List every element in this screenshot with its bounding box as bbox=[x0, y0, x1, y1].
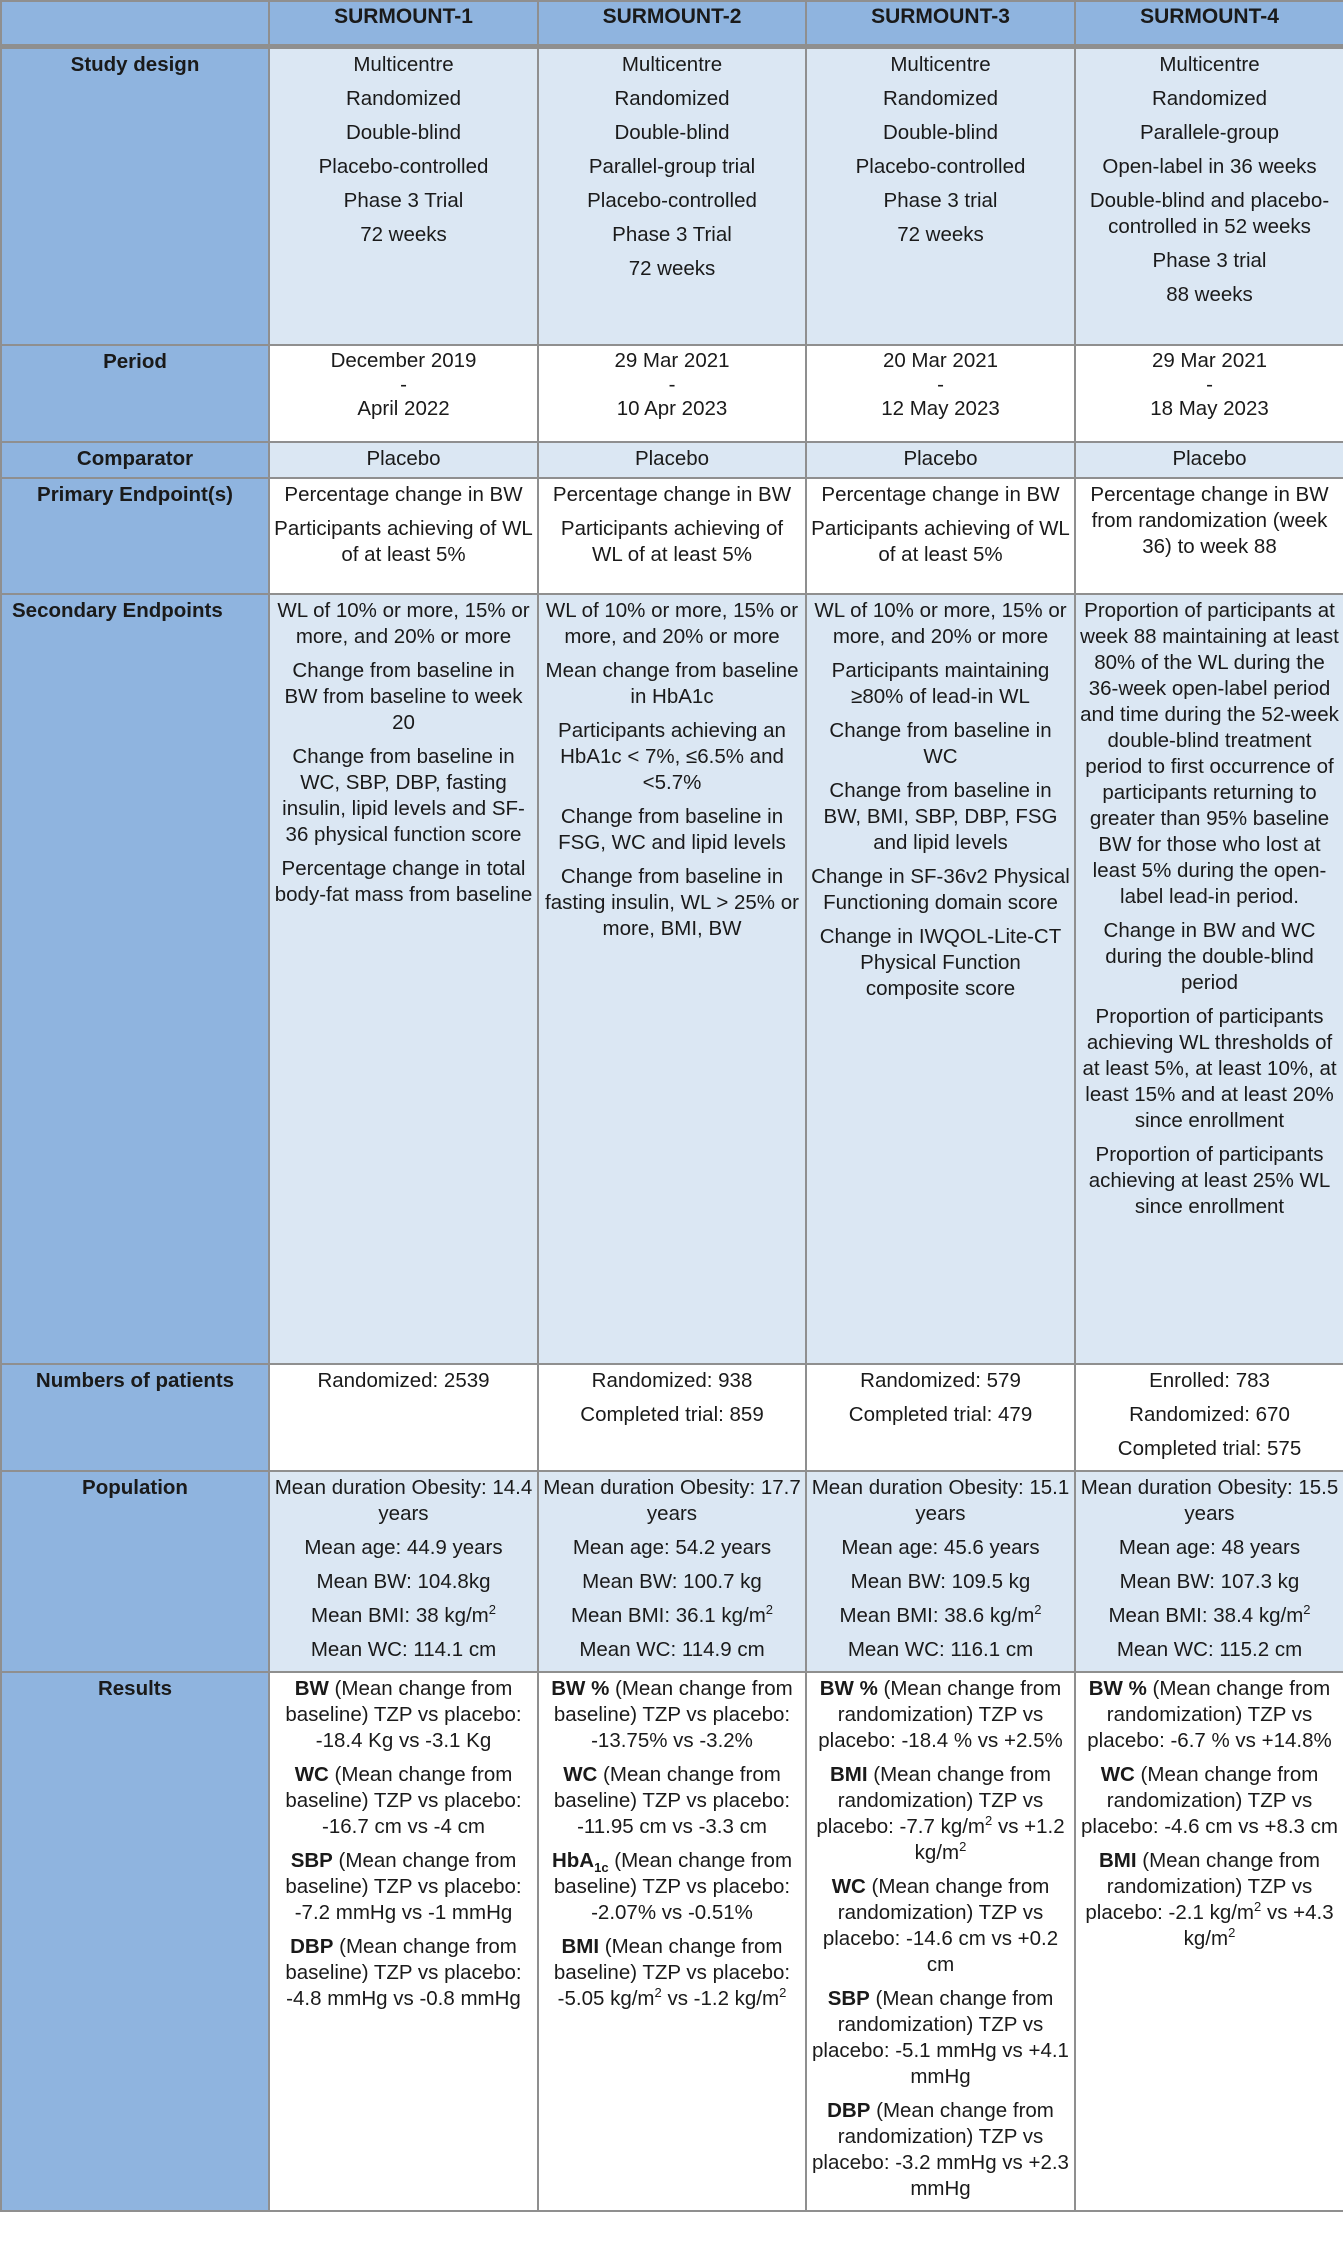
cell-entry: Placebo-controlled bbox=[318, 155, 489, 178]
cell-population-s4 bbox=[1075, 1471, 1343, 1672]
cell-comparator: Placebo bbox=[806, 442, 1075, 478]
cell-entry: Change from baseline in WC, SBP, DBP, fasting insulin, lipid levels and SF-36 physical function score bbox=[282, 744, 525, 846]
cell-results-s2 bbox=[538, 1672, 806, 2211]
cell-entry: Participants maintaining ≥80% of lead-in WL bbox=[831, 658, 1050, 708]
cell-period bbox=[806, 345, 1075, 442]
period-end: 18 May 2023 bbox=[1150, 396, 1269, 420]
row-label-study-design: Study design bbox=[1, 47, 269, 345]
cell-entry: WL of 10% or more, 15% or more, and 20% or more bbox=[277, 598, 530, 648]
cell-entry: Phase 3 trial bbox=[883, 189, 998, 212]
cell-entry: Multicentre bbox=[353, 53, 454, 76]
cell-entry: Change from baseline in BW from baseline to week 20 bbox=[284, 658, 523, 734]
row-label-period: Period bbox=[1, 345, 269, 442]
pop-bmi: Mean BMI: 38 $kg/m^2$ bbox=[311, 1601, 496, 1627]
cell-entry: WL of 10% or more, 15% or more, and 20% or more bbox=[545, 598, 799, 648]
cell-entry: Proportion of participants achieving WL thresholds of at least 5%, at least 10%, at least 15% and at least 20% since enrollment bbox=[1082, 1004, 1337, 1132]
pop-age: Mean age: 54.2 years bbox=[572, 1535, 772, 1559]
row-primary-endpoints bbox=[1, 478, 1343, 594]
cell-list bbox=[1075, 478, 1343, 594]
period-separator: - bbox=[1206, 372, 1213, 396]
cell-entry: Randomized: 938 bbox=[591, 1368, 753, 1392]
cell-entry: Participants achieving of WL of at least 5% bbox=[274, 516, 533, 566]
pop-wc: Mean WC: 115.2 cm bbox=[1116, 1637, 1303, 1661]
cell-list bbox=[538, 478, 806, 594]
pop-duration: Mean duration Obesity: 14.4 years bbox=[274, 1475, 533, 1525]
cell-list bbox=[1075, 1364, 1343, 1471]
cell-entry: Change from baseline in FSG, WC and lipid levels bbox=[558, 804, 786, 854]
cell-entry: Randomized bbox=[614, 87, 730, 110]
result-bmi: BMI (Mean change from randomization) TZP vs placebo: -7.7 $kg/m^2$ vs +1.2 $kg/m^2$ bbox=[816, 1762, 1065, 1864]
cell-entry: Participants achieving of WL of at least 5% bbox=[811, 516, 1070, 566]
cell-period bbox=[538, 345, 806, 442]
cell-population-s2 bbox=[538, 1471, 806, 1672]
cell-entry: Participants achieving an HbA1c < 7%, ≤6.5% and <5.7% bbox=[558, 718, 786, 794]
cell-comparator: Placebo bbox=[269, 442, 538, 478]
cell-list bbox=[1075, 47, 1343, 345]
cell-entry: 72 weeks bbox=[897, 223, 984, 246]
cell-entry: Completed trial: 859 bbox=[580, 1402, 764, 1426]
cell-entry: Randomized bbox=[882, 87, 999, 110]
cell-entry: Double-blind and placebo-controlled in 52 weeks bbox=[1089, 189, 1330, 238]
cell-entry: Proportion of participants achieving at least 25% WL since enrollment bbox=[1088, 1142, 1331, 1218]
cell-comparator: Placebo bbox=[538, 442, 806, 478]
cell-entry: Phase 3 Trial bbox=[343, 189, 464, 212]
result-wc: WC (Mean change from randomization) TZP vs placebo: -4.6 cm vs +8.3 cm bbox=[1081, 1762, 1338, 1838]
cell-entry: Double-blind bbox=[882, 121, 999, 144]
cell-comparator: Placebo bbox=[1075, 442, 1343, 478]
cell-list bbox=[538, 1364, 806, 1471]
cell-entry: WL of 10% or more, 15% or more, and 20% or more bbox=[814, 598, 1067, 648]
cell-entry: Change in IWQOL-Lite-CT Physical Function composite score bbox=[819, 924, 1062, 1000]
row-numbers-of-patients bbox=[1, 1364, 1343, 1471]
cell-results-s3 bbox=[806, 1672, 1075, 2211]
cell-entry: Randomized: 670 bbox=[1129, 1402, 1290, 1426]
pop-bmi: Mean BMI: 36.1 $kg/m^2$ bbox=[570, 1601, 774, 1627]
cell-entry: Parallel-group trial bbox=[588, 155, 756, 178]
cell-list bbox=[806, 594, 1075, 1364]
row-label-primary-endpoints: Primary Endpoint(s) bbox=[1, 478, 269, 594]
pop-wc: Mean WC: 114.1 cm bbox=[310, 1637, 497, 1661]
period-end: April 2022 bbox=[357, 396, 450, 420]
cell-list bbox=[806, 478, 1075, 594]
row-population bbox=[1, 1471, 1343, 1672]
result-bmi: BMI (Mean change from randomization) TZP vs placebo: -2.1 $kg/m^2$ vs +4.3 $kg/m^2$ bbox=[1085, 1848, 1334, 1950]
period-end: 10 Apr 2023 bbox=[616, 396, 728, 420]
cell-period bbox=[269, 345, 538, 442]
cell-entry: Phase 3 trial bbox=[1152, 249, 1267, 272]
row-label-results: Results bbox=[1, 1672, 269, 2211]
cell-entry: Percentage change in BW bbox=[552, 482, 792, 506]
row-label-numbers-of-patients: Numbers of patients bbox=[1, 1364, 269, 1471]
cell-entry: 72 weeks bbox=[360, 223, 447, 246]
cell-entry: Change in BW and WC during the double-blind period bbox=[1103, 918, 1316, 994]
pop-bw: Mean BW: 109.5 kg bbox=[850, 1569, 1031, 1593]
cell-period bbox=[1075, 345, 1343, 442]
row-secondary-endpoints bbox=[1, 594, 1343, 1364]
cell-entry: Completed trial: 479 bbox=[848, 1402, 1033, 1426]
cell-entry: Percentage change in BW bbox=[284, 482, 523, 506]
header-surmount-3: SURMOUNT-3 bbox=[806, 1, 1075, 47]
cell-entry: Phase 3 Trial bbox=[612, 223, 732, 246]
pop-wc: Mean WC: 114.9 cm bbox=[579, 1637, 765, 1661]
cell-entry: Percentage change in BW bbox=[821, 482, 1060, 506]
header-row bbox=[1, 1, 1343, 47]
row-label-population: Population bbox=[1, 1471, 269, 1672]
pop-duration: Mean duration Obesity: 15.5 years bbox=[1080, 1475, 1339, 1525]
cell-entry: Mean change from baseline in HbA1c bbox=[545, 658, 799, 708]
cell-entry: Placebo-controlled bbox=[587, 189, 757, 212]
cell-list bbox=[1075, 594, 1343, 1364]
cell-list bbox=[269, 594, 538, 1364]
period-start: December 2019 bbox=[330, 348, 477, 372]
header-surmount-4: SURMOUNT-4 bbox=[1075, 1, 1343, 47]
period-start: 29 Mar 2021 bbox=[614, 348, 730, 372]
result-bw: BW % (Mean change from baseline) TZP vs placebo: -13.75% vs -3.2% bbox=[551, 1676, 793, 1752]
cell-entry: Percentage change in total body-fat mass from baseline bbox=[274, 856, 533, 906]
pop-age: Mean age: 48 years bbox=[1118, 1535, 1301, 1559]
pop-bmi: Mean BMI: 38.4 $kg/m^2$ bbox=[1108, 1601, 1311, 1627]
pop-duration: Mean duration Obesity: 17.7 years bbox=[543, 1475, 801, 1525]
cell-list bbox=[269, 1364, 538, 1471]
cell-entry: Placebo-controlled bbox=[855, 155, 1026, 178]
cell-list bbox=[269, 478, 538, 594]
pop-bw: Mean BW: 100.7 kg bbox=[582, 1569, 762, 1593]
header-corner-cell bbox=[1, 1, 269, 47]
period-start: 29 Mar 2021 bbox=[1151, 348, 1268, 372]
row-label-comparator: Comparator bbox=[1, 442, 269, 478]
cell-entry: Parallele-group bbox=[1139, 121, 1280, 144]
cell-entry: 88 weeks bbox=[1166, 283, 1253, 306]
result-bw: BW % (Mean change from randomization) TZP vs placebo: -18.4 % vs +2.5% bbox=[818, 1676, 1063, 1752]
result-sbp: SBP (Mean change from randomization) TZP vs placebo: -5.1 mmHg vs +4.1 mmHg bbox=[812, 1986, 1069, 2088]
cell-entry: Randomized bbox=[345, 87, 462, 110]
period-end: 12 May 2023 bbox=[881, 396, 1000, 420]
cell-entry: Double-blind bbox=[614, 121, 730, 144]
pop-wc: Mean WC: 116.1 cm bbox=[847, 1637, 1034, 1661]
cell-population-s3 bbox=[806, 1471, 1075, 1672]
period-separator: - bbox=[400, 372, 407, 396]
cell-entry: Multicentre bbox=[1159, 53, 1260, 76]
pop-age: Mean age: 44.9 years bbox=[304, 1535, 503, 1559]
result-sbp: SBP (Mean change from baseline) TZP vs placebo: -7.2 mmHg vs -1 mmHg bbox=[285, 1848, 522, 1924]
result-bmi: BMI (Mean change from baseline) TZP vs placebo: -5.05 $kg/m^2$ vs -1.2 $kg/m^2$ bbox=[553, 1934, 791, 2010]
row-period bbox=[1, 345, 1343, 442]
period-separator: - bbox=[937, 372, 944, 396]
cell-list bbox=[269, 47, 538, 345]
cell-entry: Participants achieving of WL of at least 5% bbox=[560, 516, 784, 566]
cell-entry: Change from baseline in fasting insulin, WL > 25% or more, BMI, BW bbox=[545, 864, 799, 940]
cell-entry: Change in SF-36v2 Physical Functioning domain score bbox=[811, 864, 1070, 914]
cell-entry: Enrolled: 783 bbox=[1149, 1368, 1270, 1392]
cell-entry: Randomized: 579 bbox=[860, 1368, 1021, 1392]
result-bw: BW % (Mean change from randomization) TZP vs placebo: -6.7 % vs +14.8% bbox=[1087, 1676, 1332, 1752]
cell-results-s4 bbox=[1075, 1672, 1343, 2211]
cell-list bbox=[538, 47, 806, 345]
cell-results-s1 bbox=[269, 1672, 538, 2211]
result-wc: WC (Mean change from baseline) TZP vs placebo: -11.95 cm vs -3.3 cm bbox=[553, 1762, 791, 1838]
cell-entry: Change from baseline in WC bbox=[829, 718, 1052, 768]
cell-entry: Double-blind bbox=[345, 121, 462, 144]
cell-entry: Change from baseline in BW, BMI, SBP, DBP, FSG and lipid levels bbox=[823, 778, 1058, 854]
cell-entry: Randomized: 2539 bbox=[317, 1368, 490, 1392]
row-results bbox=[1, 1672, 1343, 2211]
row-study-design bbox=[1, 47, 1343, 345]
cell-entry: Open-label in 36 weeks bbox=[1102, 155, 1317, 178]
cell-entry: Multicentre bbox=[621, 53, 723, 76]
row-label-secondary-endpoints: Secondary Endpoints bbox=[1, 594, 269, 1364]
period-start: 20 Mar 2021 bbox=[882, 348, 999, 372]
result-dbp: DBP (Mean change from baseline) TZP vs placebo: -4.8 mmHg vs -0.8 mmHg bbox=[285, 1934, 522, 2010]
pop-duration: Mean duration Obesity: 15.1 years bbox=[811, 1475, 1070, 1525]
cell-entry: 72 weeks bbox=[628, 257, 716, 280]
result-hba1c: HbA$_{1c}$ (Mean change from baseline) TZP vs placebo: -2.07% vs -0.51% bbox=[551, 1848, 793, 1924]
cell-entry: Proportion of participants at week 88 maintaining at least 80% of the WL during the 36-week open-label period and time during the 52-week double-blind treatment period to first occurrence of participants returning to greater than 95% baseline BW for those who lost at least 5% during the open-label lead-in period. bbox=[1080, 598, 1339, 908]
period-separator: - bbox=[668, 372, 676, 396]
result-wc: WC (Mean change from baseline) TZP vs placebo: -16.7 cm vs -4 cm bbox=[285, 1762, 522, 1838]
cell-entry: Percentage change in BW from randomization (week 36) to week 88 bbox=[1090, 482, 1329, 558]
result-bw: BW (Mean change from baseline) TZP vs placebo: -18.4 Kg vs -3.1 Kg bbox=[285, 1676, 522, 1752]
pop-bmi: Mean BMI: 38.6 $kg/m^2$ bbox=[839, 1601, 1042, 1627]
pop-bw: Mean BW: 104.8kg bbox=[316, 1569, 491, 1593]
header-surmount-2: SURMOUNT-2 bbox=[538, 1, 806, 47]
cell-list bbox=[538, 594, 806, 1364]
cell-list bbox=[806, 47, 1075, 345]
cell-population-s1 bbox=[269, 1471, 538, 1672]
pop-age: Mean age: 45.6 years bbox=[841, 1535, 1040, 1559]
cell-entry: Completed trial: 575 bbox=[1117, 1436, 1302, 1460]
result-wc: WC (Mean change from randomization) TZP vs placebo: -14.6 cm vs +0.2 cm bbox=[822, 1874, 1059, 1976]
row-comparator bbox=[1, 442, 1343, 478]
cell-entry: Randomized bbox=[1151, 87, 1268, 110]
pop-bw: Mean BW: 107.3 kg bbox=[1119, 1569, 1300, 1593]
header-surmount-1: SURMOUNT-1 bbox=[269, 1, 538, 47]
result-dbp: DBP (Mean change from randomization) TZP vs placebo: -3.2 mmHg vs +2.3 mmHg bbox=[812, 2098, 1069, 2200]
cell-entry: Multicentre bbox=[890, 53, 991, 76]
cell-list bbox=[806, 1364, 1075, 1471]
